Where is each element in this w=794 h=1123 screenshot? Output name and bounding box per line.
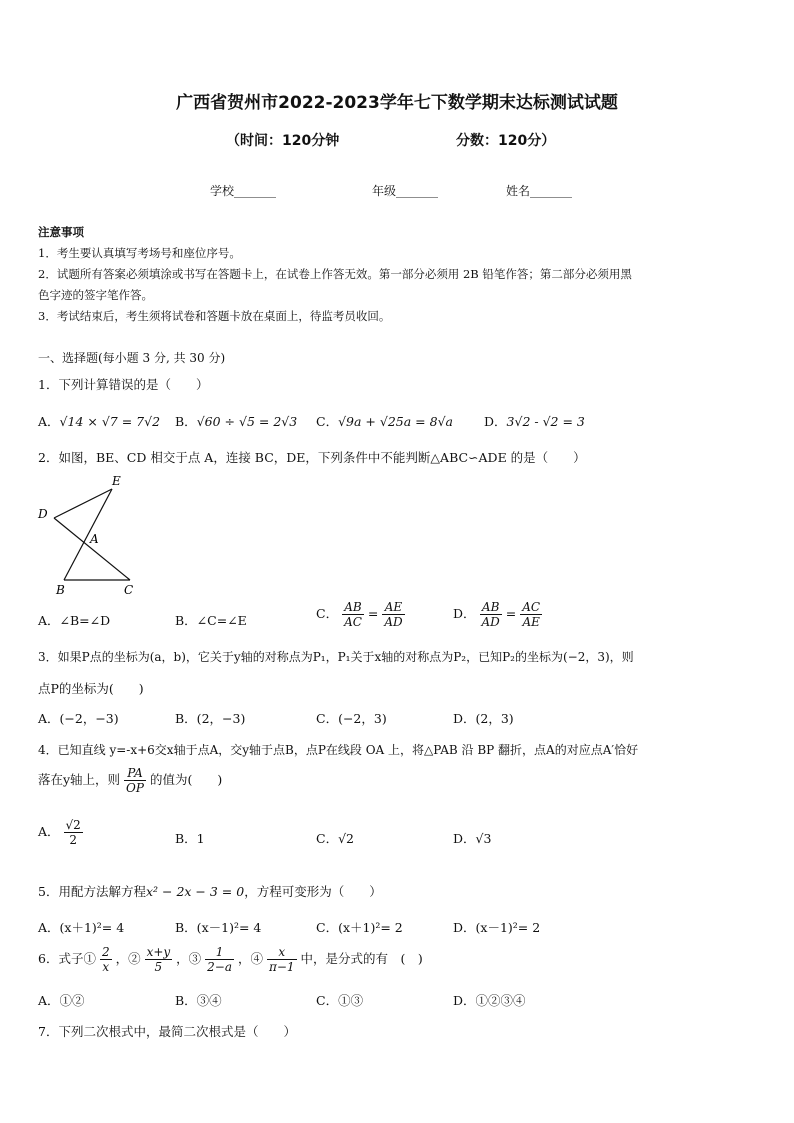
q3-stem-line2: 点P的坐标为( ) — [38, 681, 144, 696]
q7-stem: 7．下列二次根式中，最简二次根式是（ ） — [38, 1024, 296, 1039]
name-field: 姓名_______ — [506, 184, 573, 198]
grade-field: 年级_______ — [372, 184, 439, 198]
label-c: C — [124, 583, 134, 597]
q6-option-d: D．①②③④ — [453, 993, 526, 1008]
q1-option-b: B．√60 ÷ √5 = 2√3 — [175, 414, 298, 429]
q5-option-d: D．(x－1)²= 2 — [453, 920, 541, 935]
exam-time: （时间：120分钟 — [226, 133, 340, 149]
q3-option-a: A．(−2，−3) — [38, 711, 119, 726]
notes-heading: 注意事项 — [38, 225, 84, 239]
q4-option-a: A． $\frac{√2}{2}$ — [38, 818, 81, 847]
note-item: 色字迹的签字笔作答。 — [38, 288, 153, 302]
label-a: A — [90, 532, 99, 546]
q4-option-c: C．√2 — [316, 831, 354, 846]
section-heading: 一、选择题(每小题 3 分, 共 30 分) — [38, 351, 226, 365]
q2-triangle-figure — [30, 470, 150, 600]
note-item: 3．考试结束后，考生须将试卷和答题卡放在桌面上，待监考员收回。 — [38, 309, 391, 323]
q1-option-d: D．3√2 - √2 = 3 — [484, 414, 585, 429]
q5-option-c: C．(x＋1)²= 2 — [316, 920, 403, 935]
q4-stem-line2: 落在y轴上，则 $\frac{PA}{OP}$ 的值为( ) — [38, 766, 223, 795]
q5-option-b: B．(x－1)²= 4 — [175, 920, 262, 935]
q6-stem: 6．式子① $\frac{2}{x}$ ，② $\frac{x+y}{5}$ ，③ $\frac{1}{2-a}$ ，④ $\frac{x}{\pi-1}$ 中，是分式的有 ( ) — [38, 945, 423, 974]
q2-option-d: D． $\frac{AB}{AD}$ = $\frac{AC}{AE}$ — [453, 600, 541, 629]
q6-option-a: A．①② — [38, 993, 85, 1008]
label-b: B — [56, 583, 65, 597]
q6-option-c: C．①③ — [316, 993, 364, 1008]
q4-option-b: B．1 — [175, 831, 205, 846]
q1-option-a: A．√14 × √7 = 7√2 — [38, 414, 161, 429]
q3-option-d: D．(2，3) — [453, 711, 514, 726]
q5-stem: 5．用配方法解方程x² − 2x − 3 = 0，方程可变形为（ ） — [38, 884, 382, 899]
school-field: 学校_______ — [210, 184, 277, 198]
q2-option-a: A．∠B=∠D — [38, 613, 111, 628]
q4-stem-line1: 4．已知直线 y=-x+6交x轴于点A，交y轴于点B，点P在线段 OA 上，将△PAB 沿 BP 翻折，点A的对应点A′恰好 — [38, 743, 639, 757]
label-e: E — [112, 474, 121, 488]
q1-stem: 1．下列计算错误的是（ ） — [38, 377, 209, 392]
q3-option-b: B．(2，−3) — [175, 711, 246, 726]
q2-option-c: C． $\frac{AB}{AC}$ = $\frac{AE}{AD}$ — [316, 600, 403, 629]
q2-option-b: B．∠C=∠E — [175, 613, 247, 628]
q5-option-a: A．(x＋1)²= 4 — [38, 920, 125, 935]
q3-option-c: C．(−2，3) — [316, 711, 387, 726]
q3-stem-line1: 3．如果P点的坐标为(a，b)，它关于y轴的对称点为P₁，P₁关于x轴的对称点为P₂，已知P₂的坐标为(−2，3)，则 — [38, 650, 634, 664]
q4-option-d: D．√3 — [453, 831, 492, 846]
q2-stem: 2．如图，BE、CD 相交于点 A，连接 BC，DE，下列条件中不能判断△ABC∽ADE 的是（ ） — [38, 450, 586, 465]
label-d: D — [38, 507, 48, 521]
note-item: 2．试题所有答案必须填涂或书写在答题卡上，在试卷上作答无效。第一部分必须用 2B 铅笔作答；第二部分必须用黑 — [38, 267, 632, 281]
page-title: 广西省贺州市2022-2023学年七下数学期末达标测试试题 — [176, 93, 618, 113]
q1-option-c: C．√9a + √25a = 8√a — [316, 414, 453, 429]
note-item: 1．考生要认真填写考场号和座位序号。 — [38, 246, 241, 260]
q6-option-b: B．③④ — [175, 993, 222, 1008]
exam-score: 分数：120分） — [456, 133, 556, 149]
